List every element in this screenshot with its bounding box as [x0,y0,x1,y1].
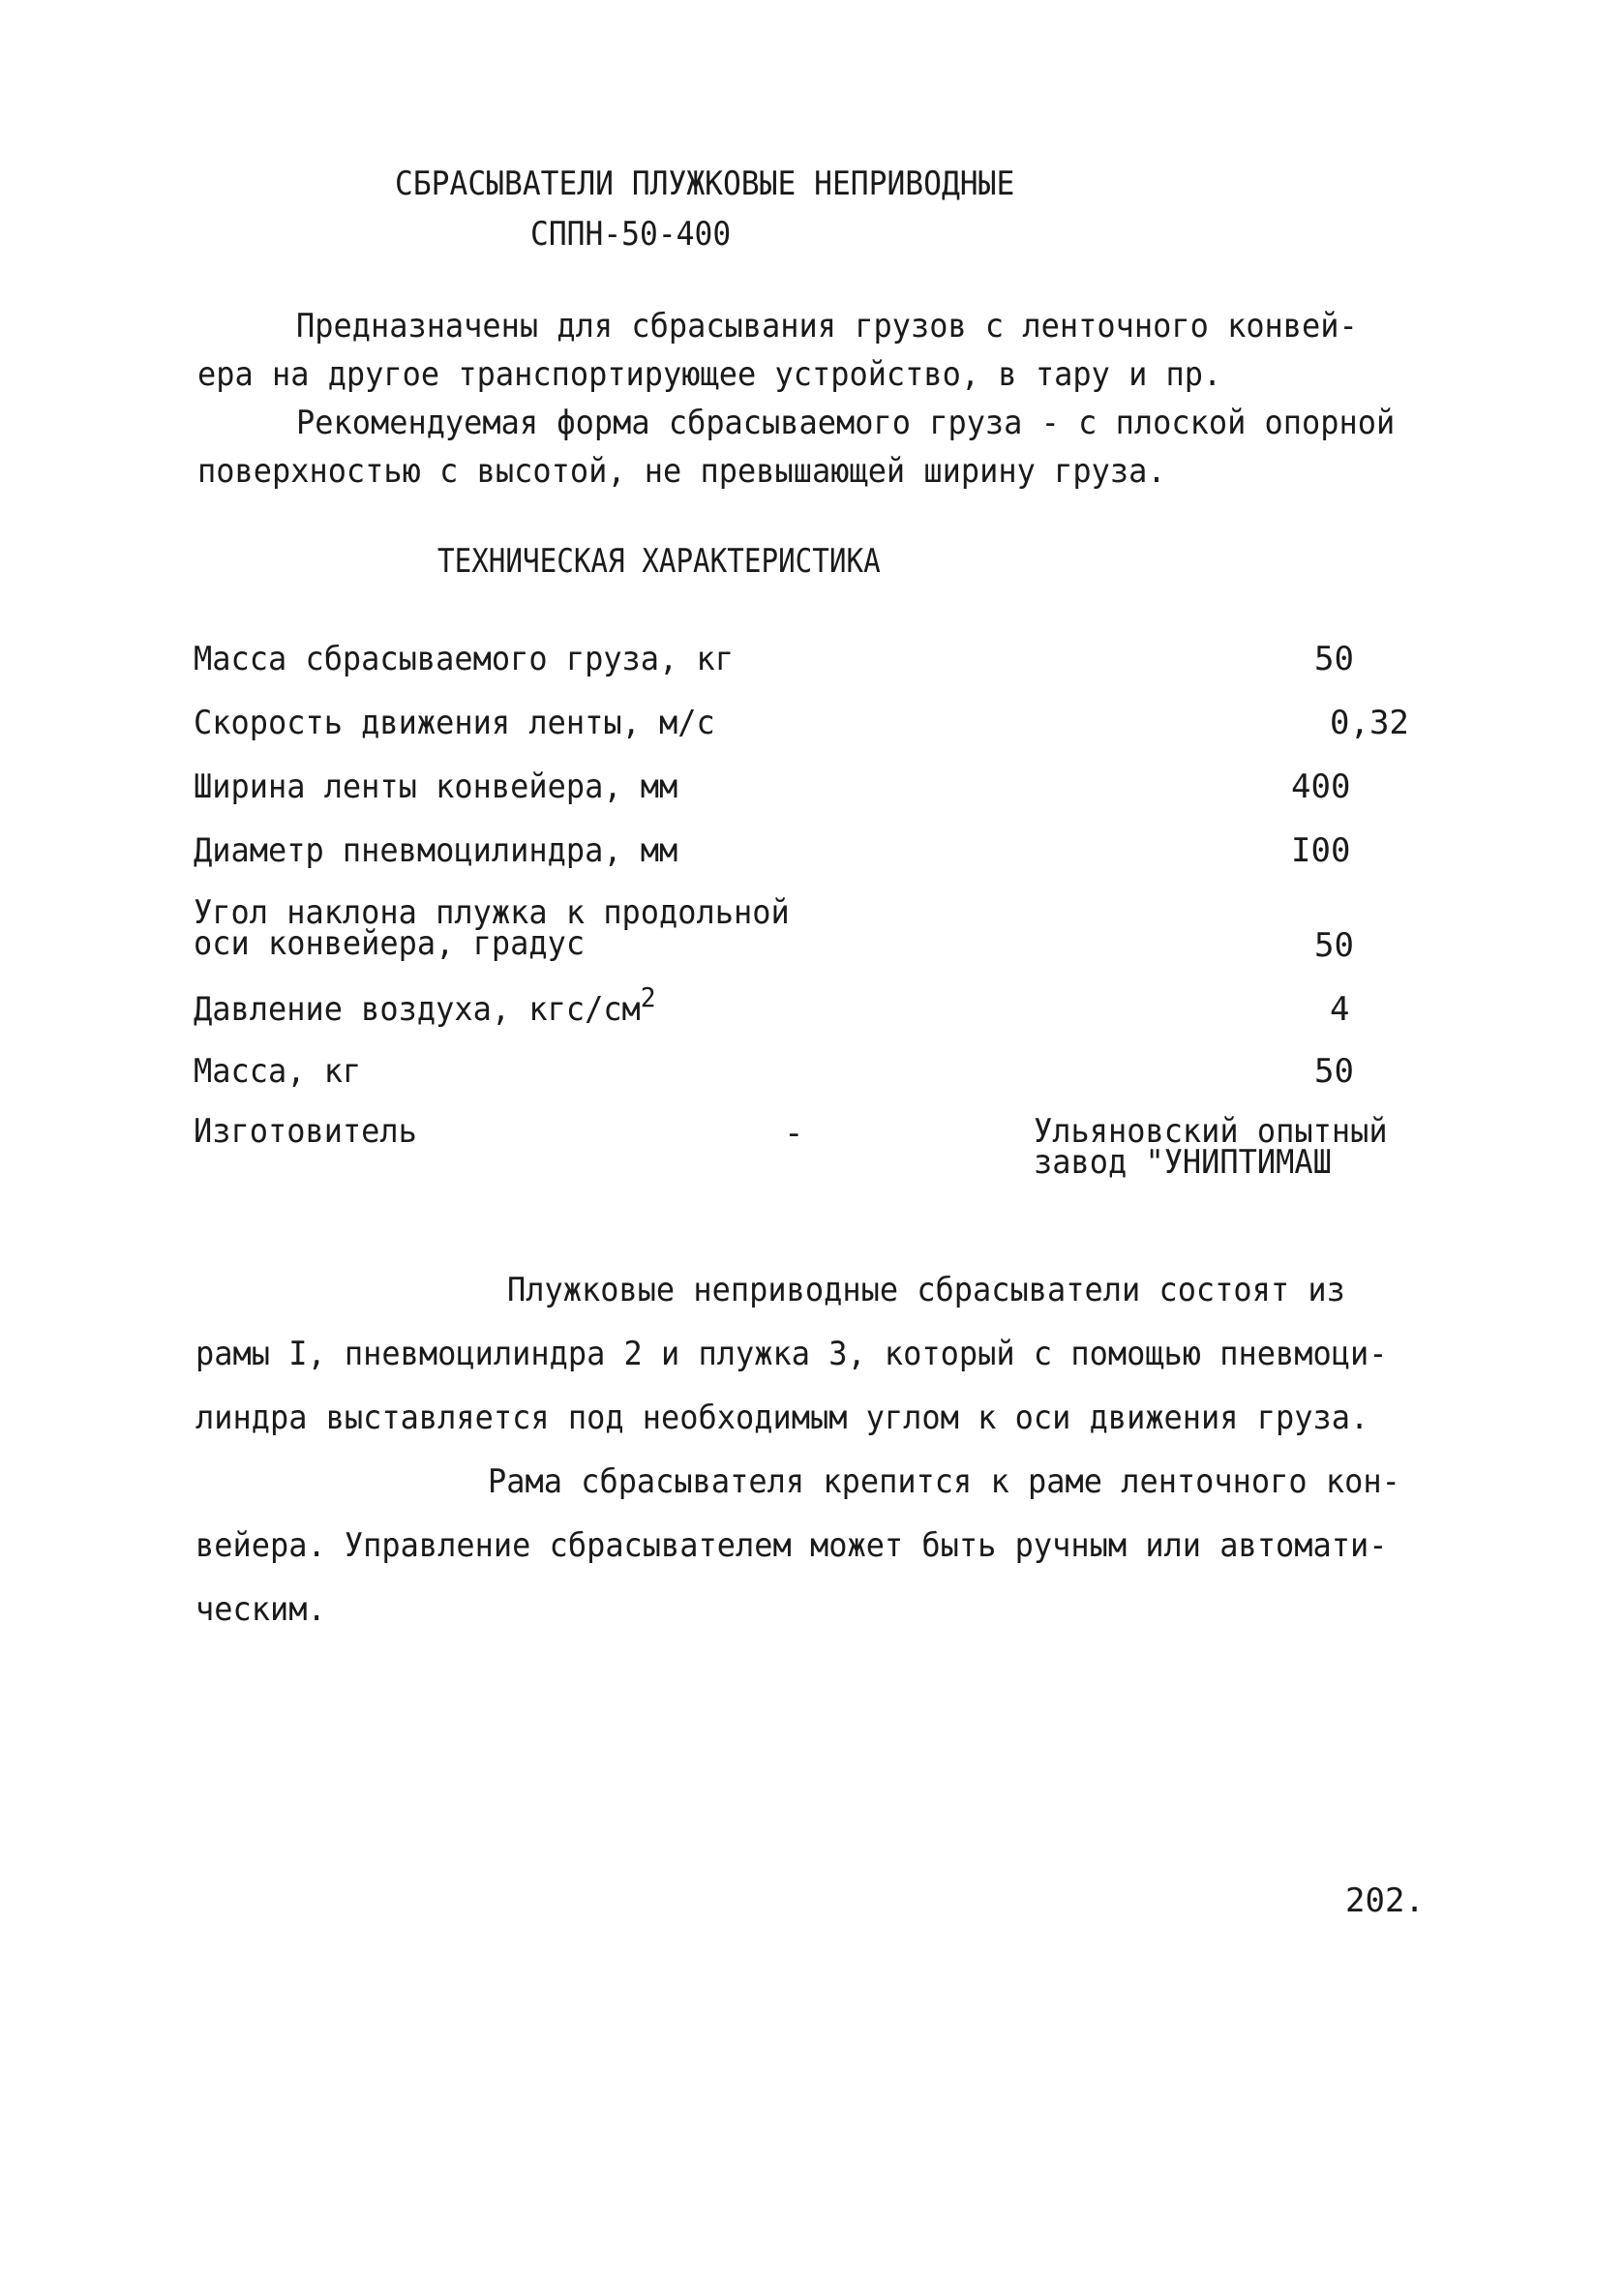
spec-belt-speed-label: Скорость движения ленты, м/с [194,704,715,742]
spec-manufacturer-label: Изготовитель [194,1112,417,1151]
spec-heading: ТЕХНИЧЕСКАЯ ХАРАКТЕРИСТИКА [437,542,881,581]
page-number: 202. [1345,1881,1425,1920]
description-line-3: линдра выставляется под необходимым углом к оси движения груза. [195,1399,1369,1437]
spec-plough-angle-label-2: оси конвейера, градус [194,924,586,963]
spec-plough-angle-label-1: Угол наклона плужка к продольной [194,893,790,932]
spec-load-mass-value: 50 [1314,640,1354,678]
spec-cylinder-diameter-value: I00 [1291,831,1351,870]
spec-air-pressure-superscript: 2 [640,981,656,1013]
spec-belt-width-value: 400 [1291,767,1351,806]
description-line-4: Рама сбрасывателя крепится к раме ленточного кон- [488,1462,1400,1501]
intro-line-3: Рекомендуемая форма сбрасываемого груза - с плоской опорной [296,404,1396,442]
spec-load-mass-label: Масса сбрасываемого груза, кг [194,640,735,678]
spec-air-pressure-text: Давление воздуха, кгс/см [194,990,641,1029]
intro-line-2: ера на другое транспортирующее устройство, в тару и пр. [197,355,1222,394]
description-line-6: ческим. [195,1590,326,1629]
description-line-1: Плужковые неприводные сбрасыватели состоят из [507,1271,1345,1309]
spec-manufacturer-value-1: Ульяновский опытный [1034,1112,1388,1151]
spec-mass-label: Масса, кг [194,1052,362,1091]
spec-manufacturer-dash: - [784,1114,804,1153]
description-line-5: вейера. Управление сбрасывателем может быть ручным или автомати- [195,1526,1388,1565]
spec-belt-speed-value: 0,32 [1330,704,1409,742]
spec-manufacturer-value-2: завод "УНИПТИМАШ [1034,1143,1332,1182]
spec-belt-width-label: Ширина ленты конвейера, мм [194,767,678,806]
document-title: СБРАСЫВАТЕЛИ ПЛУЖКОВЫЕ НЕПРИВОДНЫЕ [395,165,1015,203]
intro-line-1: Предназначены для сбрасывания грузов с ленточного конвей- [296,307,1358,346]
spec-plough-angle-value: 50 [1314,926,1354,965]
description-line-2: рамы I, пневмоцилиндра 2 и плужка 3, который с помощью пневмоци- [195,1335,1388,1373]
intro-line-4: поверхностью с высотой, не превышающей ширину груза. [197,452,1166,491]
spec-air-pressure-value: 4 [1330,990,1350,1029]
spec-mass-value: 50 [1314,1052,1354,1091]
spec-air-pressure-label [194,981,656,1029]
spec-cylinder-diameter-label: Диаметр пневмоцилиндра, мм [194,831,678,870]
model-designation: СППН-50-400 [530,215,732,254]
